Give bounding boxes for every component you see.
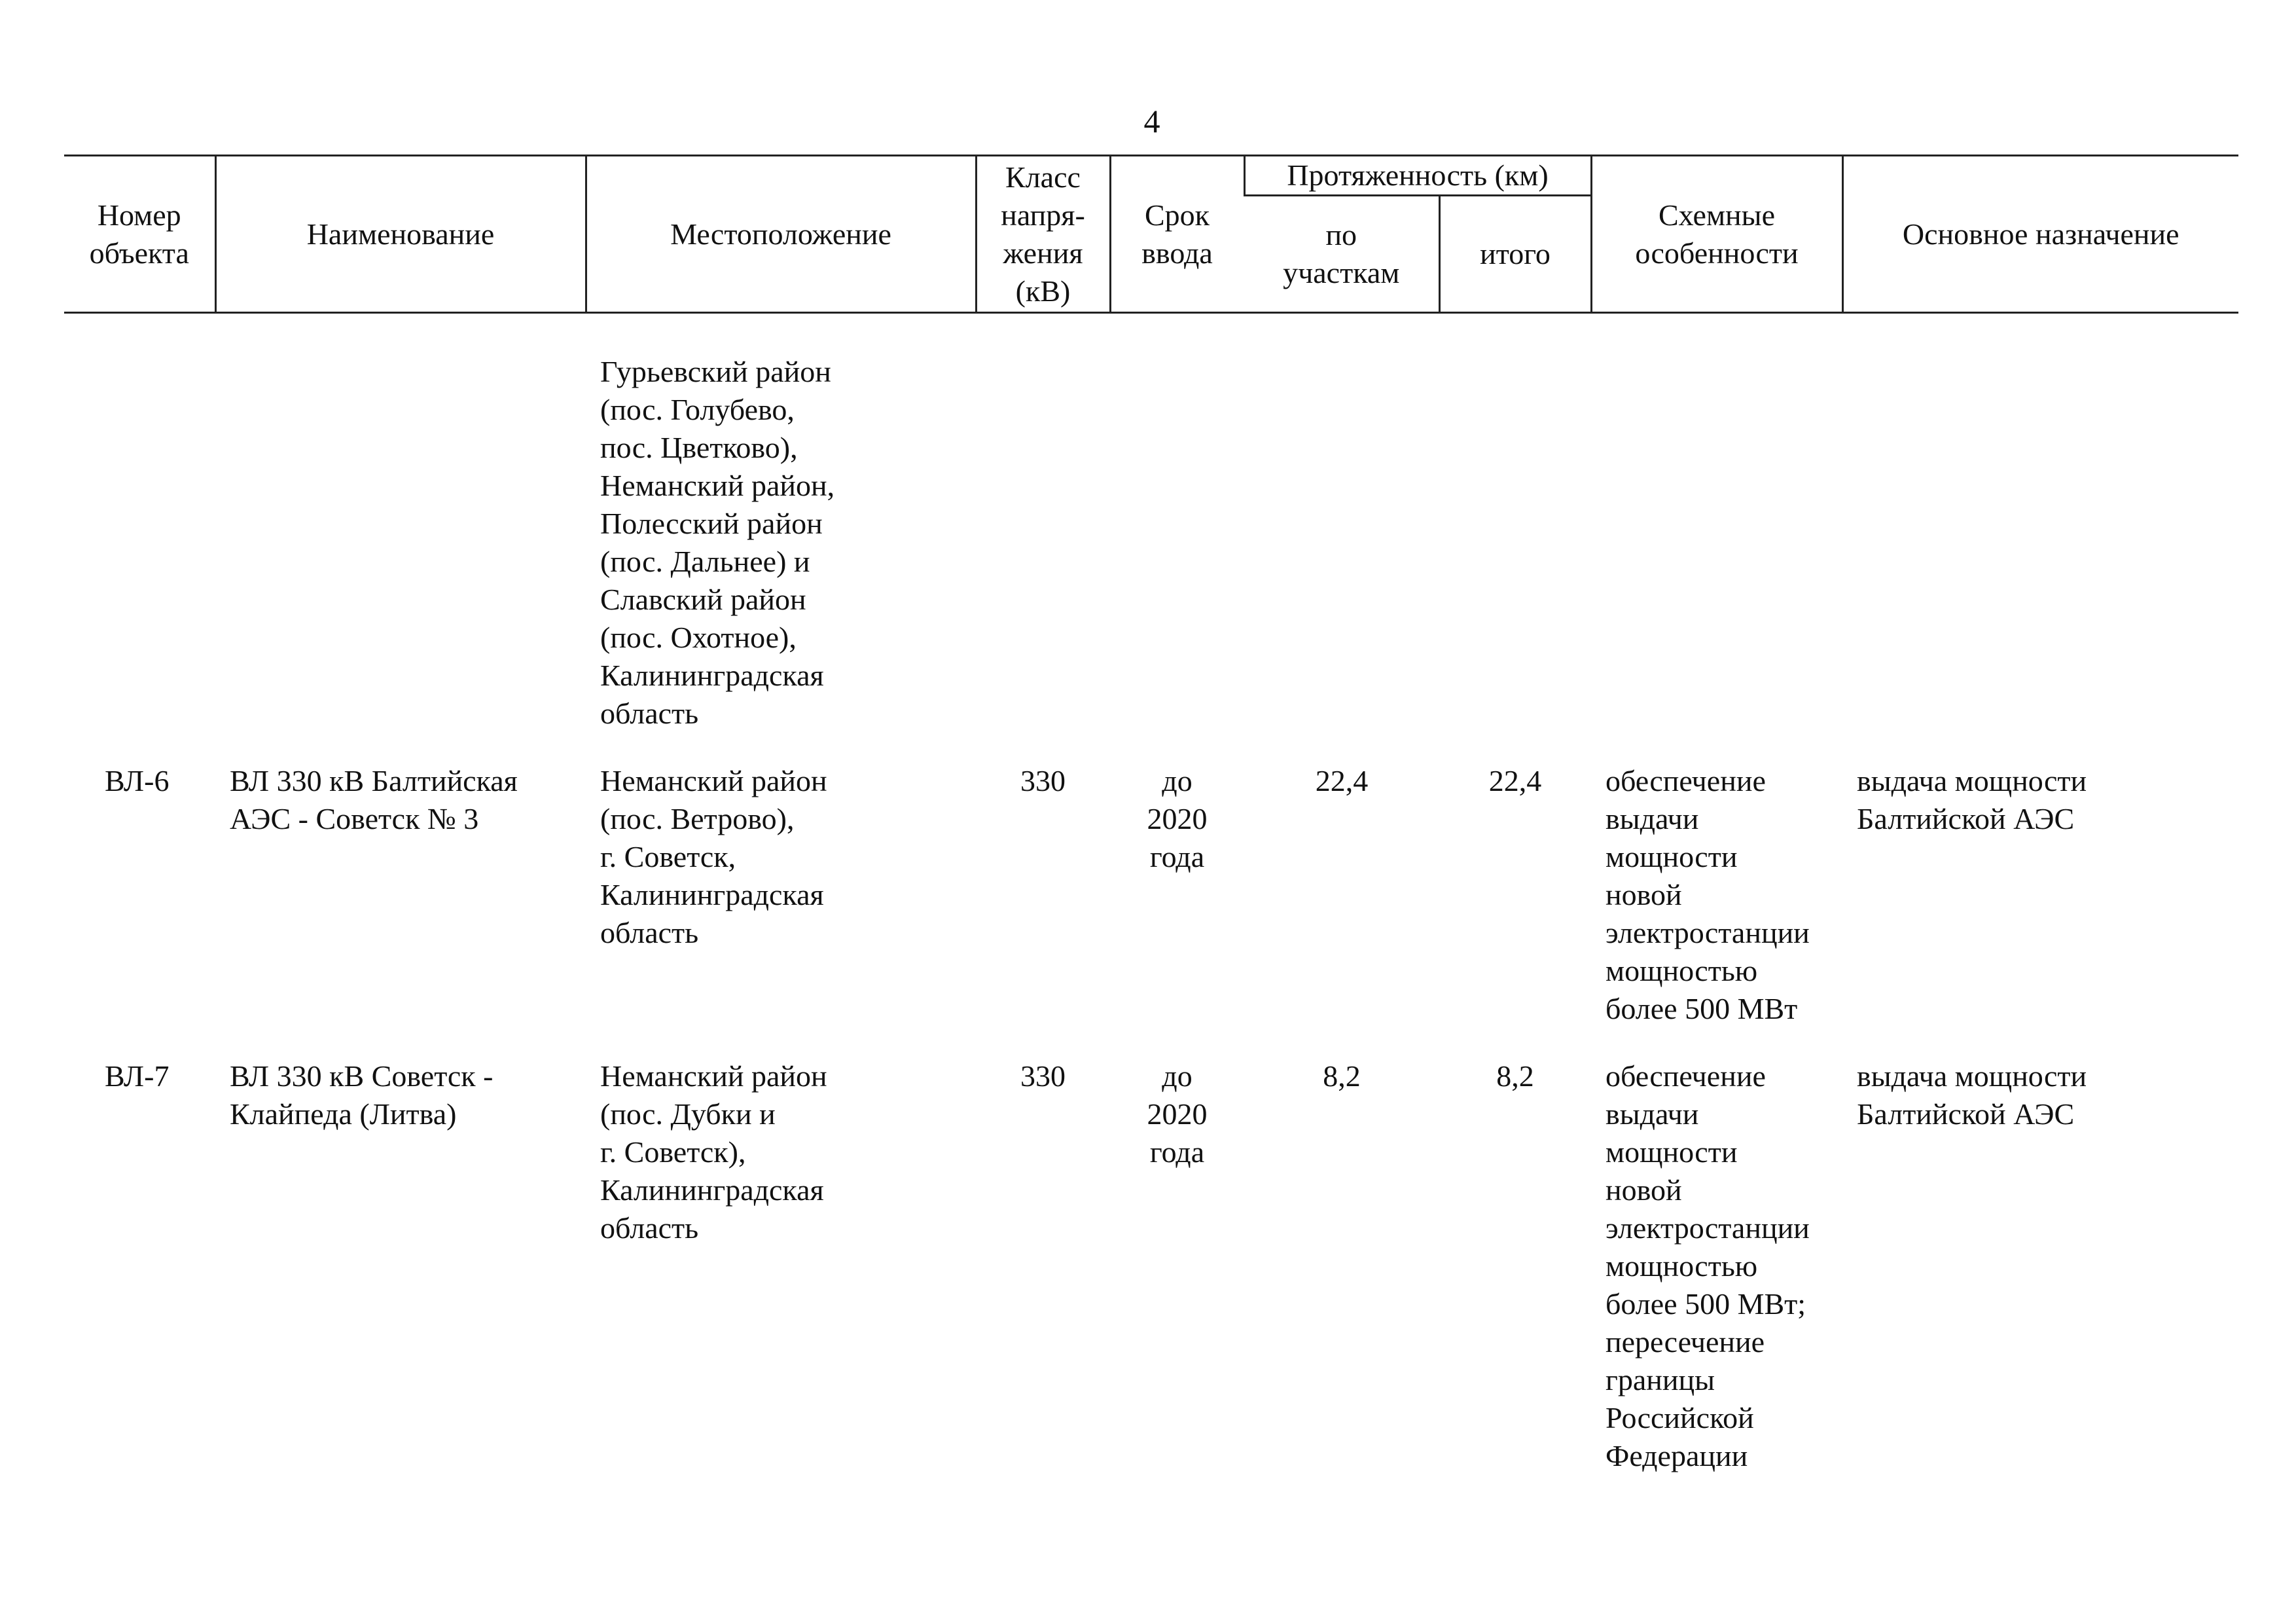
cell-voltage: 330 [1020, 764, 1066, 797]
cell-length-total: 8,2 [1496, 1059, 1534, 1093]
cell-location: Неманский район (пос. Дубки и г. Советск), Калининградская область [600, 1059, 827, 1245]
header-name: Наименование [215, 156, 586, 313]
infrastructure-table [64, 155, 2238, 1504]
header-object-number: Номер объекта [64, 156, 215, 313]
header-scheme-features: Схемные особенности [1591, 156, 1842, 313]
cell-voltage: 330 [1020, 1059, 1066, 1093]
header-length-group: Протяженность (км) [1244, 156, 1591, 196]
table-row-continuation [64, 313, 2238, 763]
header-location: Местоположение [586, 156, 976, 313]
cell-features: обеспечение выдачи мощности новой электростанции мощностью более 500 МВт; пересечение границы Российской Федерации [1605, 1059, 1810, 1472]
cell-number: ВЛ-6 [105, 764, 170, 797]
table-row [64, 762, 2238, 1057]
cell-features: обеспечение выдачи мощности новой электростанции мощностью более 500 МВт [1605, 764, 1810, 1025]
cell-length-by-section: 8,2 [1323, 1059, 1361, 1093]
header-length-by-section: по участкам [1244, 196, 1439, 313]
cell-term: до 2020 года [1147, 764, 1208, 873]
header-length-total: итого [1439, 196, 1591, 313]
cell-location: Гурьевский район (пос. Голубево, пос. Цветково), Неманский район, Полесский район (пос. Дальнее) и Славский район (пос. Охотное), Калининградская область [600, 355, 835, 730]
table-row [64, 1057, 2238, 1504]
page-number: 4 [1143, 103, 1160, 139]
cell-name: ВЛ 330 кВ Балтийская АЭС - Советск № 3 [230, 764, 518, 835]
cell-length-total: 22,4 [1488, 764, 1542, 797]
cell-name: ВЛ 330 кВ Советск - Клайпеда (Литва) [230, 1059, 493, 1131]
header-voltage-class: Класс напря- жения (кВ) [976, 156, 1110, 313]
header-main-purpose: Основное назначение [1842, 156, 2238, 313]
table-body [64, 313, 2238, 1505]
cell-purpose: выдача мощности Балтийской АЭС [1857, 1059, 2087, 1131]
cell-purpose: выдача мощности Балтийской АЭС [1857, 764, 2087, 835]
table-header [64, 156, 2238, 313]
cell-number: ВЛ-7 [105, 1059, 170, 1093]
cell-length-by-section: 22,4 [1315, 764, 1369, 797]
header-commissioning: Срок ввода [1110, 156, 1244, 313]
cell-location: Неманский район (пос. Ветрово), г. Советск, Калининградская область [600, 764, 827, 949]
cell-term: до 2020 года [1147, 1059, 1208, 1169]
